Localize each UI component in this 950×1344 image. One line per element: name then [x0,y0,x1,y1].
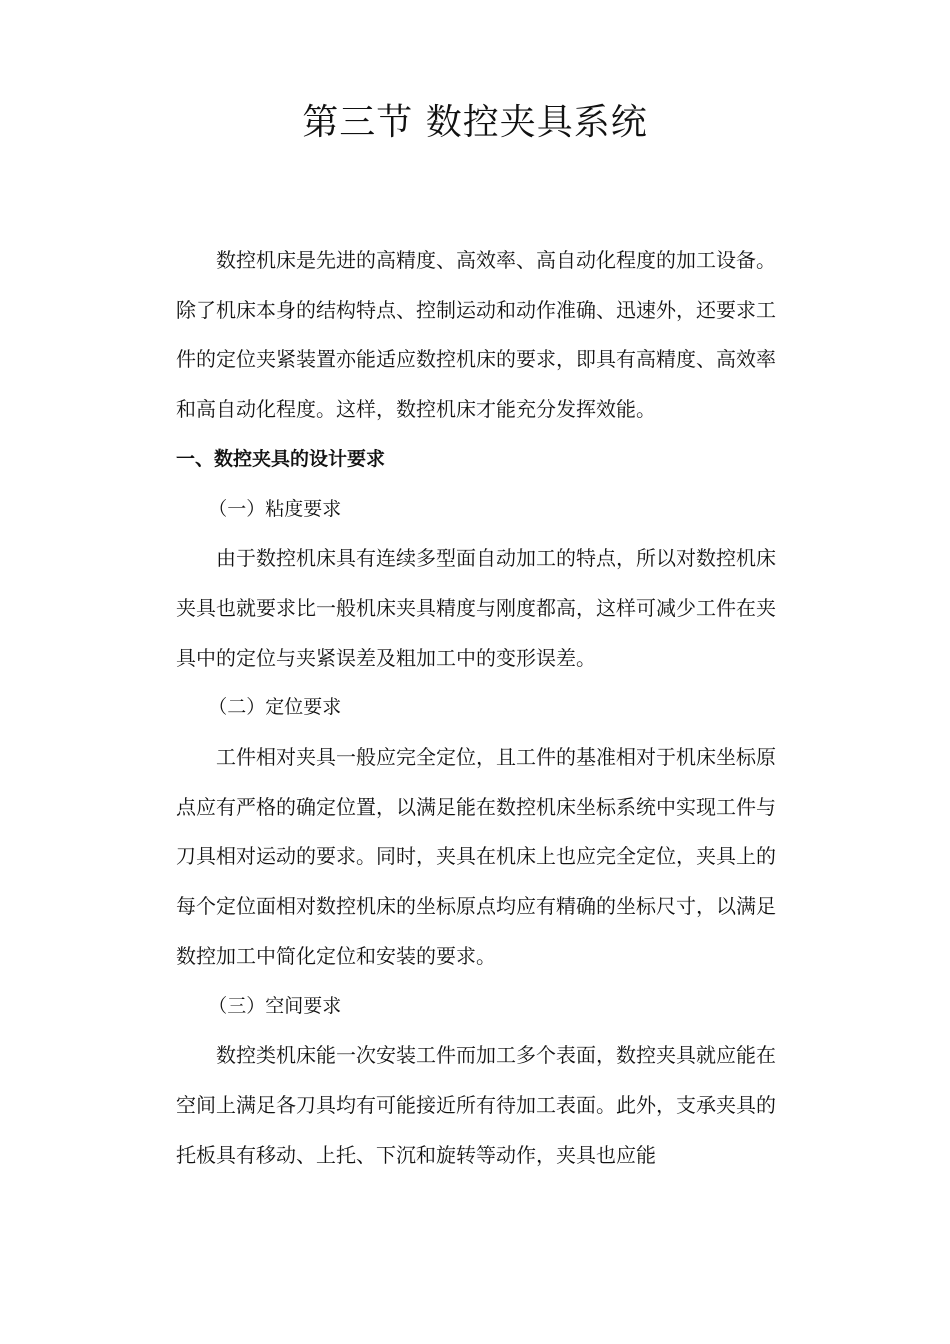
subsection-heading-positioning: （二）定位要求 [208,696,342,719]
positioning-paragraph: 工件相对夹具一般应完全定位，且工件的基准相对于机床坐标原点应有严格的确定位置，以满足能在数控机床坐标系统中实现工件与刀具相对运动的要求。同时，夹具在机床上也应完全定位，夹具上的每个定位面相对数控机床的坐标原点均应有精确的坐标尺寸，以满足数控加工中简化定位和安装的要求。 [176,745,776,968]
intro-paragraph: 数控机床是先进的高精度、高效率、高自动化程度的加工设备。除了机床本身的结构特点、控制运动和动作准确、迅速外，还要求工件的定位夹紧装置亦能适应数控机床的要求，即具有高精度、高效率和高自动化程度。这样，数控机床才能充分发挥效能。 [176,248,776,422]
section-heading-design-requirements: 一、数控夹具的设计要求 [176,447,386,470]
page-title: 第三节 数控夹具系统 [302,102,648,143]
precision-paragraph: 由于数控机床具有连续多型面自动加工的特点，所以对数控机床夹具也就要求比一般机床夹具精度与刚度都高，这样可减少工件在夹具中的定位与夹紧误差及粗加工中的变形误差。 [176,546,776,670]
subsection-heading-space: （三）空间要求 [208,994,342,1017]
document-body [176,236,776,1180]
subsection-heading-precision: （一）粘度要求 [208,497,342,520]
space-paragraph: 数控类机床能一次安装工件而加工多个表面，数控夹具就应能在空间上满足各刀具均有可能接近所有待加工表面。此外，支承夹具的托板具有移动、上托、下沉和旋转等动作，夹具也应能 [176,1043,776,1167]
